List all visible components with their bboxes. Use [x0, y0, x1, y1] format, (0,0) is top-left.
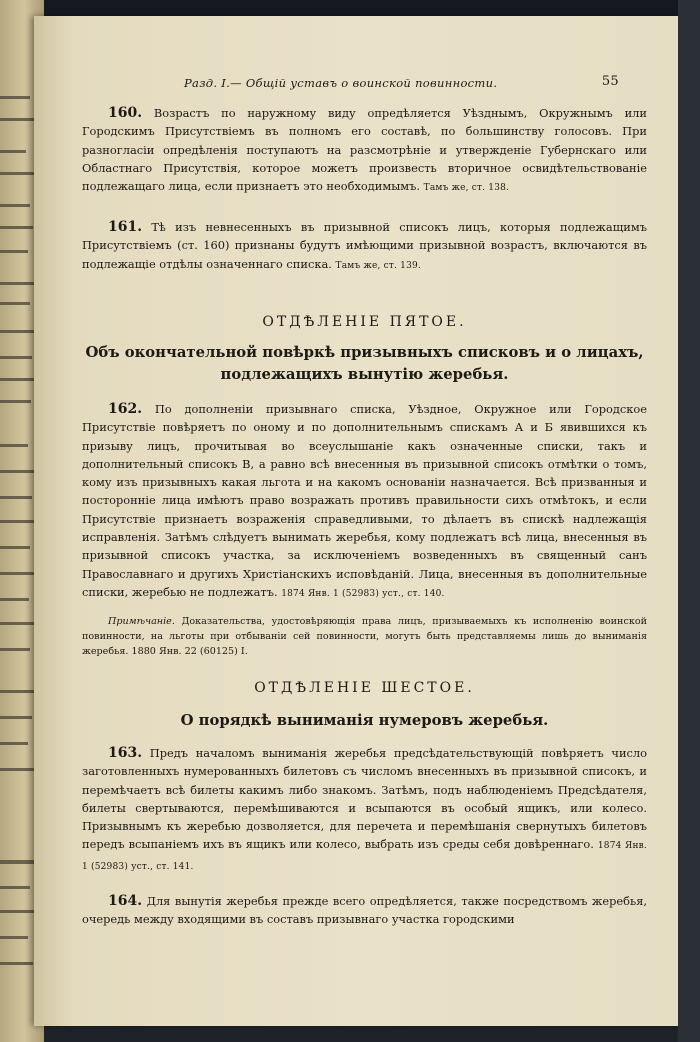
article-162	[82, 400, 647, 603]
section-five-subtitle: Объ окончательной повѣркѣ призывныхъ списковъ и о лицахъ, подлежащихъ вынутію жеребья.	[85, 344, 644, 383]
article-number: 162.	[108, 401, 143, 417]
background-right-edge	[678, 0, 700, 1042]
article-reference: 1874 Янв. 1 (52983) уст., ст. 141.	[82, 841, 647, 872]
section-five-title: ОТДѢЛЕНІЕ ПЯТОЕ.	[262, 314, 467, 330]
article-reference: Тамъ же, ст. 138.	[423, 183, 510, 194]
article-text: По дополненіи призывнаго списка, Уѣздное, Окружное или Городское Присутствіе повѣряетъ по оному и по дополнительнымъ спискамъ А и Б явившихся къ призыву лицъ, прочитывая во всеуслышаніе какъ означенные списки, такъ и дополнительный списокъ В, а равно всѣ внесенныя въ призывной списокъ отмѣтки о томъ, кому изъ призывныхъ какая льгота и на какомъ основаніи назначается. Всѣ призванныя и посторонніе лица имѣютъ право возражать противъ правильности сихъ отмѣтокъ, и если Присутствіе признаетъ возраженія справедливыми, то дѣлаетъ въ спискѣ надлежащія исправленія. Затѣмъ слѣдуетъ вынимать жеребья, кому подлежатъ всѣ лица, внесенныя въ призывной списокъ участка, за исключеніемъ возведенныхъ въ священный санъ Православнаго и другихъ Христіанскихъ исповѣданій. Лица, внесенныя въ дополнительные списки, жеребью не подлежатъ.	[82, 402, 647, 599]
article-161	[82, 218, 647, 275]
note	[82, 614, 647, 660]
page-number: 55	[601, 74, 619, 89]
article-reference: 1874 Янв. 1 (52983) уст., ст. 140.	[281, 588, 445, 599]
note-label: Примѣчаніе.	[108, 616, 175, 627]
note-text: Доказательства, удостовѣряющія права лицъ, призываемыхъ къ исполненію воинской повинности, на льготы при отбываніи сей повинности, могутъ быть представляемы лишь до выниманія жеребья.	[82, 616, 647, 658]
section-six-title: ОТДѢЛЕНІЕ ШЕСТОЕ.	[254, 680, 475, 696]
article-number: 163.	[108, 745, 143, 761]
article-reference: Тамъ же, ст. 139.	[335, 260, 421, 271]
article-160	[82, 104, 647, 197]
article-163	[82, 744, 647, 876]
note-reference: 1880 Янв. 22 (60125) I.	[131, 646, 248, 658]
article-164	[82, 892, 647, 929]
article-text: Тѣ изъ невнесенныхъ въ призывной списокъ лицъ, которыя подлежащимъ Присутствіемъ (ст. 160) признаны будутъ имѣющими призывной возрастъ, включаются въ подлежащіе отдѣлы означеннаго списка.	[82, 220, 647, 271]
article-number: 161.	[108, 219, 143, 235]
article-text: Предъ началомъ выниманія жеребья предсѣдательствующій повѣряетъ число заготовленныхъ нумерованныхъ билетовъ съ числомъ внесенныхъ въ призывной списокъ, и перемѣчаетъ всѣ билеты какимъ либо знакомъ. Затѣмъ, подъ наблюденіемъ Предсѣдателя, билеты свертываются, перемѣшиваются и всыпаются въ особый ящикъ, или колесо. Призывнымъ къ жеребью дозволяется, для перечета и перемѣшанія свернутыхъ билетовъ передъ всыпаніемъ ихъ въ ящикъ или колесо, выбрать изъ среды себя довѣреннаго.	[82, 746, 648, 852]
article-text: Возрастъ по наружному виду опредѣляется Уѣзднымъ, Окружнымъ или Городскимъ Присутствіемъ въ полномъ его составѣ, по большинству голосовъ. При разногласіи опредѣленія поступаютъ на разсмотрѣніе и утвержденіе Губернскаго или Областнаго Присутствія, которое можетъ произвесть вторичное освидѣтельствованіе подлежащаго лица, если признаетъ это необходимымъ.	[82, 106, 647, 194]
book-page	[34, 16, 680, 1026]
article-number: 164.	[108, 893, 143, 909]
section-six-subtitle: О порядкѣ выниманія нумеровъ жеребья.	[180, 712, 549, 729]
running-header	[82, 74, 647, 94]
running-title: Разд. I.— Общій уставъ о воинской повинности.	[184, 76, 498, 90]
article-text: Для вынутія жеребья прежде всего опредѣляется, также посредствомъ жеребья, очередь между входящими въ составъ призывнаго участка городскими	[82, 894, 648, 927]
article-number: 160.	[108, 105, 143, 121]
